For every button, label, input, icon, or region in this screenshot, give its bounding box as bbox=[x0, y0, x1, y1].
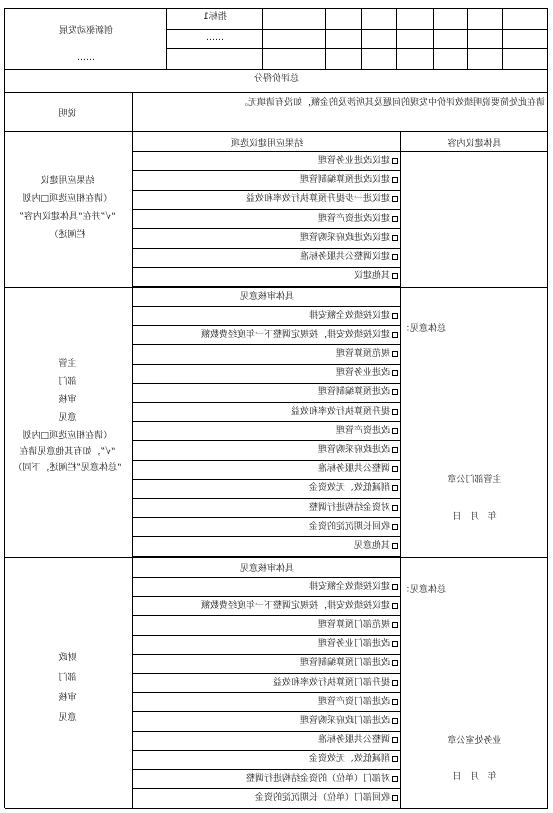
checkbox-icon[interactable] bbox=[392, 196, 398, 202]
grid-line bbox=[133, 325, 401, 326]
checkbox-icon[interactable] bbox=[392, 622, 398, 628]
results-option[interactable] bbox=[300, 174, 398, 186]
checkbox-icon[interactable] bbox=[392, 428, 398, 434]
finance-option-label: 建议按绩效安排，按规定调整下一年度经费数额 bbox=[200, 600, 390, 611]
checkbox-icon[interactable] bbox=[392, 466, 398, 472]
checkbox-icon[interactable] bbox=[392, 158, 398, 164]
checkbox-icon[interactable] bbox=[392, 699, 398, 705]
grid-line bbox=[133, 306, 401, 307]
dept-option[interactable] bbox=[336, 367, 398, 379]
dept-option[interactable] bbox=[309, 482, 398, 494]
finance-option[interactable] bbox=[300, 715, 398, 727]
total-score-label: 总评价得分 bbox=[254, 74, 300, 84]
dept-option-label: 规范预算管理 bbox=[335, 349, 390, 359]
grid-line bbox=[5, 287, 548, 288]
checkbox-icon[interactable] bbox=[392, 313, 398, 319]
explain-label: 说明 bbox=[58, 109, 77, 119]
grid-line bbox=[133, 151, 401, 152]
checkbox-icon[interactable] bbox=[392, 776, 398, 782]
results-option[interactable] bbox=[246, 193, 398, 205]
results-option-label: 建议调整公共服务标准 bbox=[299, 252, 390, 263]
checkbox-icon[interactable] bbox=[392, 235, 398, 241]
finance-seal-label: 业务处室公章 bbox=[447, 736, 502, 746]
results-option-label: 建议进一步提升预算执行效率和效益 bbox=[245, 194, 390, 205]
grid-line bbox=[133, 209, 401, 210]
grid-line bbox=[133, 517, 401, 518]
grid-line bbox=[167, 48, 548, 49]
grid-line bbox=[262, 8, 263, 69]
finance-overall-label: 总体意见： bbox=[400, 585, 446, 595]
finance-option[interactable] bbox=[273, 677, 398, 689]
finance-option-label: 收回部门（单位）长期沉淀的资金 bbox=[254, 792, 390, 803]
grid-line bbox=[133, 731, 401, 732]
results-option-label: 建议改进预算编制管理 bbox=[299, 174, 390, 185]
finance-option[interactable] bbox=[309, 753, 398, 765]
checkbox-icon[interactable] bbox=[392, 603, 398, 609]
finance-option-label: 规范部门预算管理 bbox=[317, 620, 390, 630]
dept-option[interactable] bbox=[318, 386, 398, 398]
finance-option-label: 改进部门资产管理 bbox=[317, 696, 390, 707]
grid-line bbox=[133, 344, 401, 345]
checkbox-icon[interactable] bbox=[392, 409, 398, 415]
grid-line bbox=[133, 673, 401, 674]
grid-line bbox=[132, 92, 133, 131]
checkbox-icon[interactable] bbox=[392, 756, 398, 762]
dept-option[interactable] bbox=[354, 540, 398, 552]
dept-option-label: 建议按绩效全额安排 bbox=[308, 310, 390, 321]
grid-line bbox=[133, 421, 401, 422]
grid-line bbox=[133, 440, 401, 441]
dept-option-label: 改进资产管理 bbox=[335, 425, 390, 436]
dept-option[interactable] bbox=[318, 463, 398, 475]
grid-line bbox=[133, 479, 401, 480]
dept-option-label: 其他意见 bbox=[353, 541, 390, 551]
dept-option-label: 改进预算编制管理 bbox=[317, 387, 390, 398]
dept-option[interactable] bbox=[309, 310, 398, 322]
grid-line bbox=[133, 711, 401, 712]
dept-option-label: 建议按绩效安排，按规定调整下一年度经费数额 bbox=[200, 329, 390, 340]
results-option-label: 建议改进政府采购管理 bbox=[299, 232, 390, 243]
results-option-label: 其他建议 bbox=[353, 271, 390, 282]
grid-line bbox=[133, 190, 401, 191]
results-option[interactable] bbox=[300, 251, 398, 263]
grid-line bbox=[467, 8, 468, 69]
checkbox-icon[interactable] bbox=[392, 351, 398, 357]
checkbox-icon[interactable] bbox=[392, 641, 398, 647]
results-option[interactable] bbox=[354, 270, 398, 282]
grid-line bbox=[132, 131, 133, 808]
header-ellipsis-left: …… bbox=[206, 33, 224, 43]
checkbox-icon[interactable] bbox=[392, 447, 398, 453]
finance-option[interactable] bbox=[318, 619, 398, 631]
grid-line bbox=[133, 498, 401, 499]
checkbox-icon[interactable] bbox=[392, 737, 398, 743]
finance-option-label: 改进部门政府采购管理 bbox=[299, 716, 390, 726]
dept-date-label: 年 月 日 bbox=[452, 512, 497, 522]
grid-line bbox=[396, 8, 397, 69]
explain-text: 请在此处简要说明绩效评价中发现的问题及其所涉及的金额，如没有请填无。 bbox=[238, 98, 545, 108]
grid-line bbox=[133, 769, 401, 770]
grid-line bbox=[133, 364, 401, 365]
finance-option-label: 削减低效、无效资金 bbox=[308, 754, 390, 765]
dept-option-label: 削减低效、无效资金 bbox=[308, 483, 390, 494]
results-label: 结果应用建议 （请在相应选项□内划 “√”并在“具体建议内容” 栏阐述） bbox=[19, 176, 116, 240]
checkbox-icon[interactable] bbox=[392, 543, 398, 549]
grid-line bbox=[133, 654, 401, 655]
checkbox-icon[interactable] bbox=[392, 524, 398, 530]
finance-option[interactable] bbox=[300, 657, 398, 669]
dept-option[interactable] bbox=[291, 406, 398, 418]
dept-option-label: 对资金结构进行调整 bbox=[308, 502, 390, 513]
grid-line bbox=[133, 228, 401, 229]
results-option-label: 建议改进资产管理 bbox=[317, 213, 390, 224]
grid-line bbox=[502, 8, 503, 69]
finance-date-label: 年 月 日 bbox=[452, 772, 497, 782]
finance-option[interactable] bbox=[255, 792, 398, 804]
checkbox-icon[interactable] bbox=[392, 718, 398, 724]
checkbox-icon[interactable] bbox=[392, 254, 398, 260]
grid-line bbox=[5, 131, 548, 132]
grid-line bbox=[133, 248, 401, 249]
grid-line bbox=[167, 29, 548, 30]
grid-line bbox=[133, 750, 401, 751]
checkbox-icon[interactable] bbox=[392, 660, 398, 666]
dept-option-label: 改进政府采购管理 bbox=[317, 445, 390, 455]
dept-option[interactable] bbox=[318, 444, 398, 456]
grid-line bbox=[5, 69, 548, 70]
grid-line bbox=[166, 8, 167, 69]
dept-option[interactable] bbox=[336, 348, 398, 360]
results-col-options: 结果应用建议选项 bbox=[231, 139, 304, 149]
finance-label: 财政 部门 审核 意见 bbox=[58, 653, 77, 723]
grid-line bbox=[5, 557, 548, 558]
checkbox-icon[interactable] bbox=[392, 505, 398, 511]
results-option[interactable] bbox=[318, 155, 398, 167]
grid-line bbox=[133, 402, 401, 403]
grid-line bbox=[133, 788, 401, 789]
finance-option-label: 建议按绩效全额安排 bbox=[308, 581, 390, 592]
finance-option[interactable] bbox=[318, 638, 398, 650]
header-ellipsis-right: …… bbox=[77, 53, 95, 63]
dept-option-label: 收回长期沉淀的资金 bbox=[308, 521, 390, 532]
checkbox-icon[interactable] bbox=[392, 370, 398, 376]
checkbox-icon[interactable] bbox=[392, 332, 398, 338]
finance-option[interactable] bbox=[246, 773, 398, 785]
finance-option-label: 改进部门预算编制管理 bbox=[299, 658, 390, 669]
dept-option[interactable] bbox=[309, 521, 398, 533]
checkbox-icon[interactable] bbox=[392, 216, 398, 222]
finance-option[interactable] bbox=[309, 581, 398, 593]
dept-label: 主管 部门 审核 意见 （请在相应选项□内划 “√”，如有其他意见请在 “总体意见”栏阐述，下同） bbox=[13, 359, 122, 473]
checkbox-icon[interactable] bbox=[392, 795, 398, 801]
grid-line bbox=[133, 635, 401, 636]
grid-line bbox=[133, 536, 401, 537]
results-option-label: 建议改进业务管理 bbox=[317, 155, 390, 166]
grid-line bbox=[547, 8, 548, 808]
grid-line bbox=[133, 460, 401, 461]
dept-option-label: 提升预算执行效率和效益 bbox=[290, 406, 390, 417]
grid-line bbox=[133, 596, 401, 597]
grid-line bbox=[361, 8, 362, 69]
grid-line bbox=[133, 692, 401, 693]
checkbox-icon[interactable] bbox=[392, 485, 398, 491]
finance-option[interactable] bbox=[318, 734, 398, 746]
grid-line bbox=[400, 131, 401, 808]
checkbox-icon[interactable] bbox=[392, 389, 398, 395]
finance-option-label: 调整公共服务标准 bbox=[317, 735, 390, 746]
grid-line bbox=[5, 92, 548, 93]
dept-header: 具体审核意见 bbox=[240, 292, 295, 302]
finance-option-label: 对部门（单位）的资金结构进行调整 bbox=[245, 773, 390, 784]
dept-overall-label: 总体意见： bbox=[400, 324, 446, 334]
header-row-label: 创新驱动发展 bbox=[59, 26, 114, 36]
dept-option[interactable] bbox=[309, 502, 398, 514]
dept-option-label: 调整公共服务标准 bbox=[317, 464, 390, 475]
checkbox-icon[interactable] bbox=[392, 680, 398, 686]
dept-option[interactable] bbox=[336, 425, 398, 437]
dept-option[interactable] bbox=[201, 329, 398, 341]
header-indicator-label: 指标1 bbox=[203, 12, 227, 22]
checkbox-icon[interactable] bbox=[392, 177, 398, 183]
results-option[interactable] bbox=[300, 232, 398, 244]
grid-line bbox=[325, 8, 326, 69]
grid-line bbox=[5, 808, 548, 809]
grid-line bbox=[433, 8, 434, 69]
dept-seal-label: 主管部门公章 bbox=[447, 475, 502, 485]
checkbox-icon[interactable] bbox=[392, 273, 398, 279]
finance-option-label: 提升部门预算执行效率和效益 bbox=[272, 677, 390, 688]
results-col-content: 具体建议内容 bbox=[447, 139, 502, 149]
checkbox-icon[interactable] bbox=[392, 584, 398, 590]
finance-option[interactable] bbox=[201, 600, 398, 612]
grid-line bbox=[133, 383, 401, 384]
grid-line bbox=[133, 267, 401, 268]
grid-line bbox=[133, 615, 401, 616]
grid-line bbox=[4, 8, 5, 808]
finance-header: 具体审核意见 bbox=[240, 564, 295, 574]
finance-option[interactable] bbox=[318, 696, 398, 708]
grid-line bbox=[133, 577, 401, 578]
dept-option-label: 改进业务管理 bbox=[335, 368, 390, 379]
grid-line bbox=[133, 170, 401, 171]
finance-option-label: 改进部门业务管理 bbox=[317, 639, 390, 650]
results-option[interactable] bbox=[318, 213, 398, 225]
